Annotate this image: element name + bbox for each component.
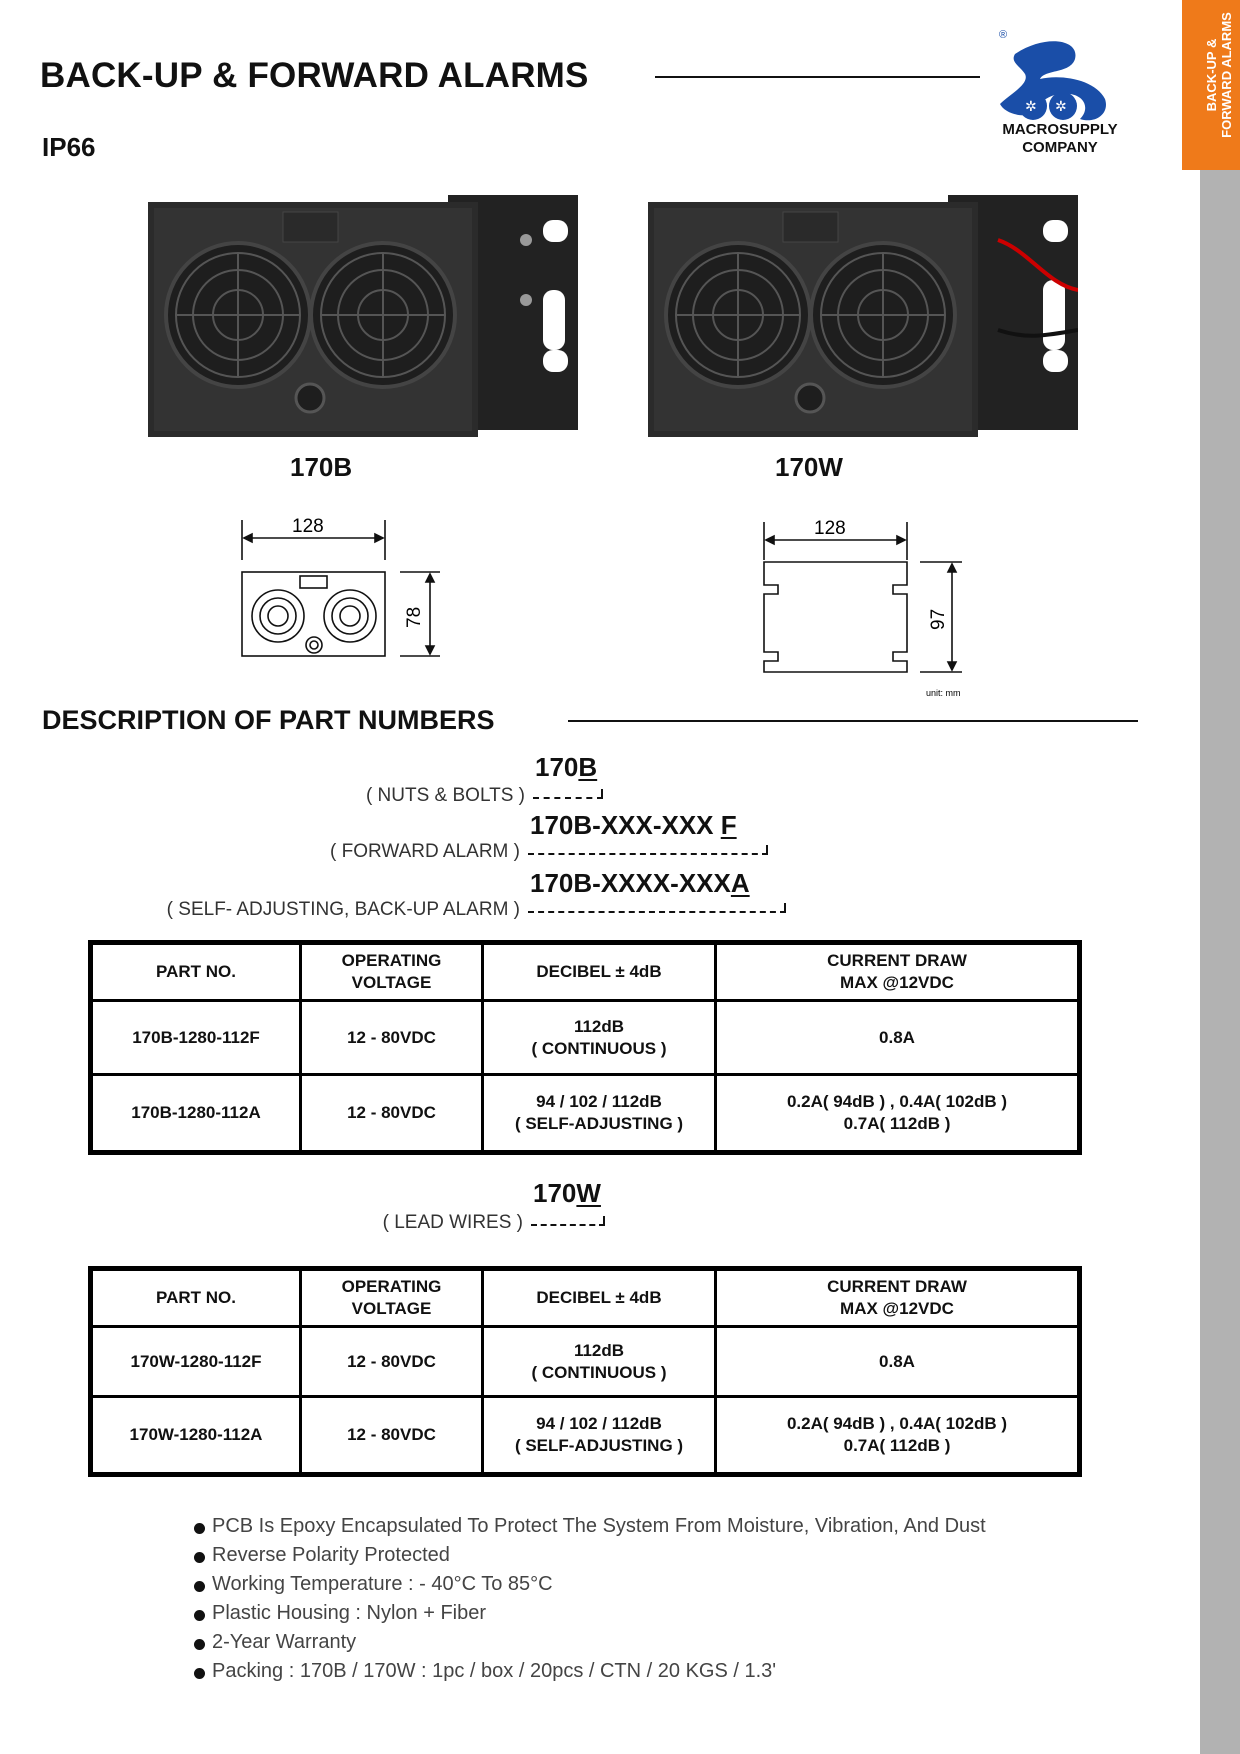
company-name-line2: COMPANY <box>1022 139 1098 156</box>
product-photo-170b <box>148 190 578 450</box>
leader-tick <box>766 845 768 855</box>
cell-decibel: 94 / 102 / 112dB ( SELF-ADJUSTING ) <box>483 1075 716 1153</box>
product-name-170b: 170B <box>290 452 353 482</box>
part-code-170w: 170W <box>533 1178 601 1208</box>
list-item: 2-Year Warranty <box>190 1628 986 1657</box>
list-item: Reverse Polarity Protected <box>190 1541 986 1570</box>
side-tab-line2: FORWARD ALARMS <box>1219 12 1234 138</box>
leader-line <box>533 797 603 799</box>
section-rule <box>568 720 1138 722</box>
cell-current: 0.8A <box>716 1327 1080 1397</box>
list-item: Working Temperature : - 40°C To 85°C <box>190 1570 986 1599</box>
side-tab-line1: BACK-UP & <box>1204 38 1219 112</box>
table-row <box>91 1397 1080 1475</box>
bullet-icon <box>194 1552 205 1563</box>
header-current: CURRENT DRAW MAX @12VDC <box>716 1269 1080 1327</box>
header-decibel: DECIBEL ± 4dB <box>483 943 716 1001</box>
feature-list <box>190 1512 986 1686</box>
bullet-icon <box>194 1639 205 1650</box>
table-header-row <box>91 1269 1080 1327</box>
header-voltage: OPERATING VOLTAGE <box>301 1269 483 1327</box>
side-strip <box>1200 0 1240 1754</box>
company-name <box>975 121 1145 157</box>
leader-tick <box>601 789 603 799</box>
cell-decibel: 112dB ( CONTINUOUS ) <box>483 1327 716 1397</box>
part-code-forward: 170B-XXX-XXX F <box>530 810 737 840</box>
part-code-desc-self-adjusting: ( SELF- ADJUSTING, BACK-UP ALARM ) <box>166 899 520 920</box>
header-part-no: PART NO. <box>91 943 301 1001</box>
table-row <box>91 1075 1080 1153</box>
cell-current: 0.8A <box>716 1001 1080 1075</box>
header-voltage: OPERATING VOLTAGE <box>301 943 483 1001</box>
leader-line <box>528 911 786 913</box>
bullet-icon <box>194 1523 205 1534</box>
part-code-desc-lead-wires: ( LEAD WIRES ) <box>382 1212 523 1233</box>
cell-voltage: 12 - 80VDC <box>301 1075 483 1153</box>
bullet-icon <box>194 1668 205 1679</box>
cell-part: 170W-1280-112F <box>91 1327 301 1397</box>
table-row <box>91 1001 1080 1075</box>
front-height-label: 78 <box>404 606 425 628</box>
spec-table-170b <box>88 940 1082 1155</box>
part-code-self-adjusting: 170B-XXXX-XXXA <box>530 868 750 898</box>
cell-voltage: 12 - 80VDC <box>301 1397 483 1475</box>
list-item: PCB Is Epoxy Encapsulated To Protect The System From Moisture, Vibration, And Dust <box>190 1512 986 1541</box>
svg-text:✲: ✲ <box>1055 98 1067 114</box>
leader-tick <box>784 903 786 913</box>
cell-voltage: 12 - 80VDC <box>301 1327 483 1397</box>
side-tab <box>1182 0 1240 170</box>
list-item: Plastic Housing : Nylon + Fiber <box>190 1599 986 1628</box>
table-header-row <box>91 943 1080 1001</box>
cell-decibel: 94 / 102 / 112dB ( SELF-ADJUSTING ) <box>483 1397 716 1475</box>
cell-current: 0.2A( 94dB ) , 0.4A( 102dB ) 0.7A( 112dB ) <box>716 1397 1080 1475</box>
cell-current: 0.2A( 94dB ) , 0.4A( 102dB ) 0.7A( 112dB ) <box>716 1075 1080 1153</box>
header-decibel: DECIBEL ± 4dB <box>483 1269 716 1327</box>
header-current: CURRENT DRAW MAX @12VDC <box>716 943 1080 1001</box>
product-name-170w: 170W <box>775 452 843 482</box>
side-height-label: 97 <box>928 608 949 630</box>
leader-line <box>528 853 768 855</box>
cell-part: 170B-1280-112F <box>91 1001 301 1075</box>
side-view-drawing <box>750 510 980 705</box>
leader-tick <box>603 1216 605 1226</box>
part-code-170b: 170B <box>535 752 598 782</box>
leader-line <box>531 1224 605 1226</box>
part-code-desc-nuts-bolts: ( NUTS & BOLTS ) <box>365 785 525 806</box>
cell-decibel: 112dB ( CONTINUOUS ) <box>483 1001 716 1075</box>
title-rule <box>655 76 980 78</box>
unit-label: unit: mm <box>926 688 961 698</box>
page-title: BACK-UP & FORWARD ALARMS <box>40 56 589 95</box>
front-width-label: 128 <box>292 516 324 537</box>
side-width-label: 128 <box>814 518 846 539</box>
cell-voltage: 12 - 80VDC <box>301 1001 483 1075</box>
svg-text:✲: ✲ <box>1025 98 1037 114</box>
table-row <box>91 1327 1080 1397</box>
registered-mark: ® <box>999 29 1008 41</box>
bullet-icon <box>194 1610 205 1621</box>
front-view-drawing <box>230 510 450 670</box>
product-photo-170w <box>648 190 1078 450</box>
ip-rating: IP66 <box>42 132 96 162</box>
bullet-icon <box>194 1581 205 1592</box>
cell-part: 170B-1280-112A <box>91 1075 301 1153</box>
cell-part: 170W-1280-112A <box>91 1397 301 1475</box>
list-item: Packing : 170B / 170W : 1pc / box / 20pcs / CTN / 20 KGS / 1.3' <box>190 1657 986 1686</box>
spec-table-170w <box>88 1266 1082 1477</box>
header-part-no: PART NO. <box>91 1269 301 1327</box>
company-name-line1: MACROSUPPLY <box>1002 121 1118 138</box>
part-code-desc-forward: ( FORWARD ALARM ) <box>329 841 520 862</box>
section-title: DESCRIPTION OF PART NUMBERS <box>42 705 495 735</box>
